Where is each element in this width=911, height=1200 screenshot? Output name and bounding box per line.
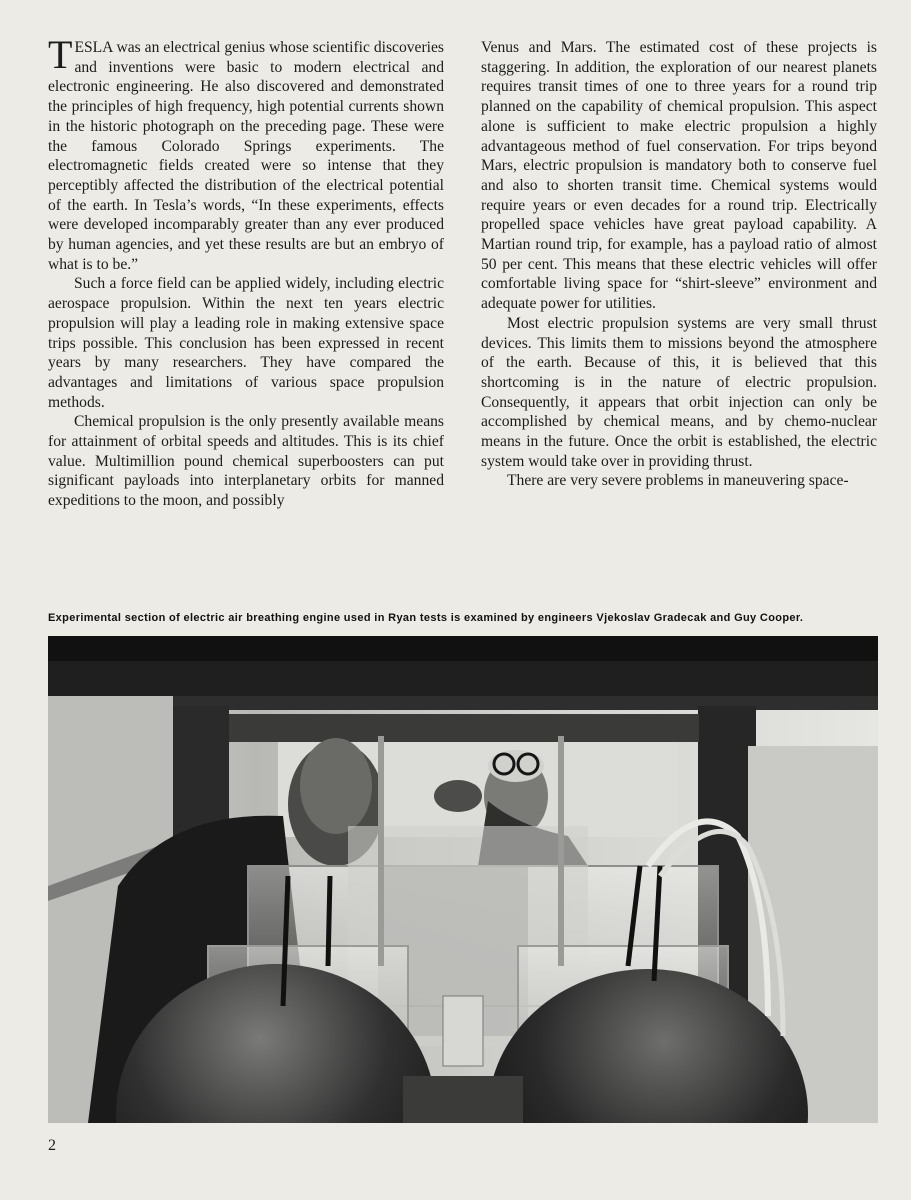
figure-caption: Experimental section of electric air breathing engine used in Ryan tests is examined by engineers Vjekoslav Gradecak and Guy Cooper.: [48, 612, 804, 624]
intro-text: ESLA was an electrical genius whose scientific discoveries and inventions were basic to modern electrical and electronic engineering. He also discovered and demonstrated the principles of high frequency, high potential currents shown in the historic photograph on the preceding page. These were the famous Colorado Springs experiments. The electromagnetic fields created were so intense that they perceptibly affected the distribution of the electrical potential of the earth. In Tesla’s words, “In these experiments, effects were developed incomparably greater than any ever produced by human agencies, and yet these results are but an embryo of what is to be.”: [48, 39, 444, 273]
paragraph-chemical-propulsion: Chemical propulsion is the only presently available means for attainment of orbital speeds and altitudes. This is its chief value. Multimillion pound chemical superboosters can put significant payloads into interplanetary orbits for manned expeditions to the moon, and possibly: [48, 413, 444, 510]
left-text-column: [48, 32, 444, 511]
paragraph-force-field: Such a force field can be applied widely, including electric aerospace propulsion. Within the next ten years electric propulsion will play a leading role in making extensive space trips possible. This conclusion has been expressed in recent years by many researchers. They have compared the advantages and limitations of various space propulsion methods.: [48, 275, 444, 411]
paragraph-maneuvering: There are very severe problems in maneuvering space-: [507, 472, 849, 490]
page-number: 2: [48, 1137, 56, 1154]
photo-illustration: [48, 636, 878, 1123]
drop-cap: T: [48, 32, 73, 77]
paragraph-intro: [48, 32, 444, 274]
paragraph-mars-continued: Venus and Mars. The estimated cost of these projects is staggering. In addition, the exploration of our nearest planets requires transit times of one to three years for a round trip planned on the capability of chemical propulsion. This aspect alone is sufficient to make electric propulsion a highly advantageous method of fuel conservation. For trips beyond Mars, electric propulsion is mandatory both to conserve fuel and also to shorten transit time. Chemical systems would require years or even decades for a round trip. Electrically propelled space vehicles have great payload capability. A Martian round trip, for example, has a payload ratio of almost 50 per cent. This means that these electric vehicles will offer comfortable living space for “shirt-sleeve” environment and adequate power for utilities.: [481, 39, 877, 313]
engine-photograph: [48, 636, 878, 1123]
paragraph-thrust-devices: Most electric propulsion systems are very small thrust devices. This limits them to missions beyond the atmosphere of the earth. Because of this, it is believed that this shortcoming is in the nature of electric propulsion. Consequently, it appears that orbit injection can only be accomplished by chemical means, and by chemo-nuclear means in the future. Once the orbit is established, the electric system would take over in providing thrust.: [481, 314, 877, 470]
right-text-column: [481, 38, 877, 491]
